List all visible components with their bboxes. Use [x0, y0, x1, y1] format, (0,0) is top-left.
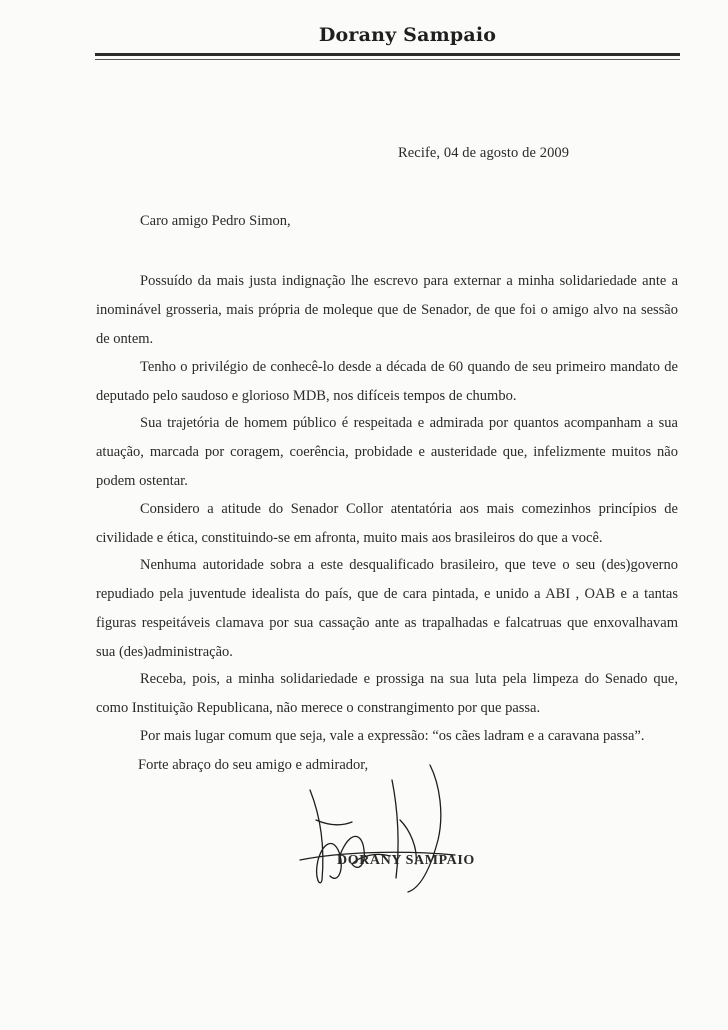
letter-paragraph: Receba, pois, a minha solidariedade e prossiga na sua luta pela limpeza do Senado que, como Instituição Republicana, não merece o constrangimento por que passa. [96, 671, 678, 716]
handwritten-signature [280, 760, 500, 895]
letter-paragraph: Possuído da mais justa indignação lhe escrevo para externar a minha solidariedade ante a inominável grosseria, mais própria de moleque que de Senador, de que foi o amigo alvo na sessão de ontem. [96, 273, 678, 347]
closing-line: Forte abraço do seu amigo e admirador, [138, 757, 369, 773]
letterhead-name: Dorany Sampaio [318, 24, 497, 46]
letter-paragraph: Sua trajetória de homem público é respeitada e admirada por quantos acompanham a sua atuação, marcada por coragem, coerência, probidade e austeridade que, infelizmente muitos não podem ostentar. [96, 415, 678, 489]
signer-name: DORANY SAMPAIO [337, 853, 475, 868]
place-date: Recife, 04 de agosto de 2009 [398, 145, 570, 161]
salutation: Caro amigo Pedro Simon, [140, 213, 291, 229]
letter-paragraph: Considero a atitude do Senador Collor atentatória aos mais comezinhos princípios de civilidade e ética, constituindo-se em afronta, muito mais aos brasileiros do que a você. [96, 501, 678, 546]
letterhead-rule-thin [95, 59, 680, 60]
letterhead-rule-thick [95, 53, 680, 56]
letter-paragraph: Nenhuma autoridade sobra a este desqualificado brasileiro, que teve o seu (des)governo repudiado pela juventude idealista do país, que de cara pintada, e unido a ABI , OAB e a tantas figuras respeitáveis clamava por sua cassação ante as trapalhadas e falcatruas que enxovalhavam sua (des)administração. [96, 557, 678, 660]
letter-paragraph: Tenho o privilégio de conhecê-lo desde a década de 60 quando de seu primeiro mandato de deputado pelo saudoso e glorioso MDB, nos difíceis tempos de chumbo. [96, 359, 678, 404]
letterhead [95, 24, 680, 46]
letter-paragraph: Por mais lugar comum que seja, vale a expressão: “os cães ladram e a caravana passa”. [140, 728, 645, 744]
